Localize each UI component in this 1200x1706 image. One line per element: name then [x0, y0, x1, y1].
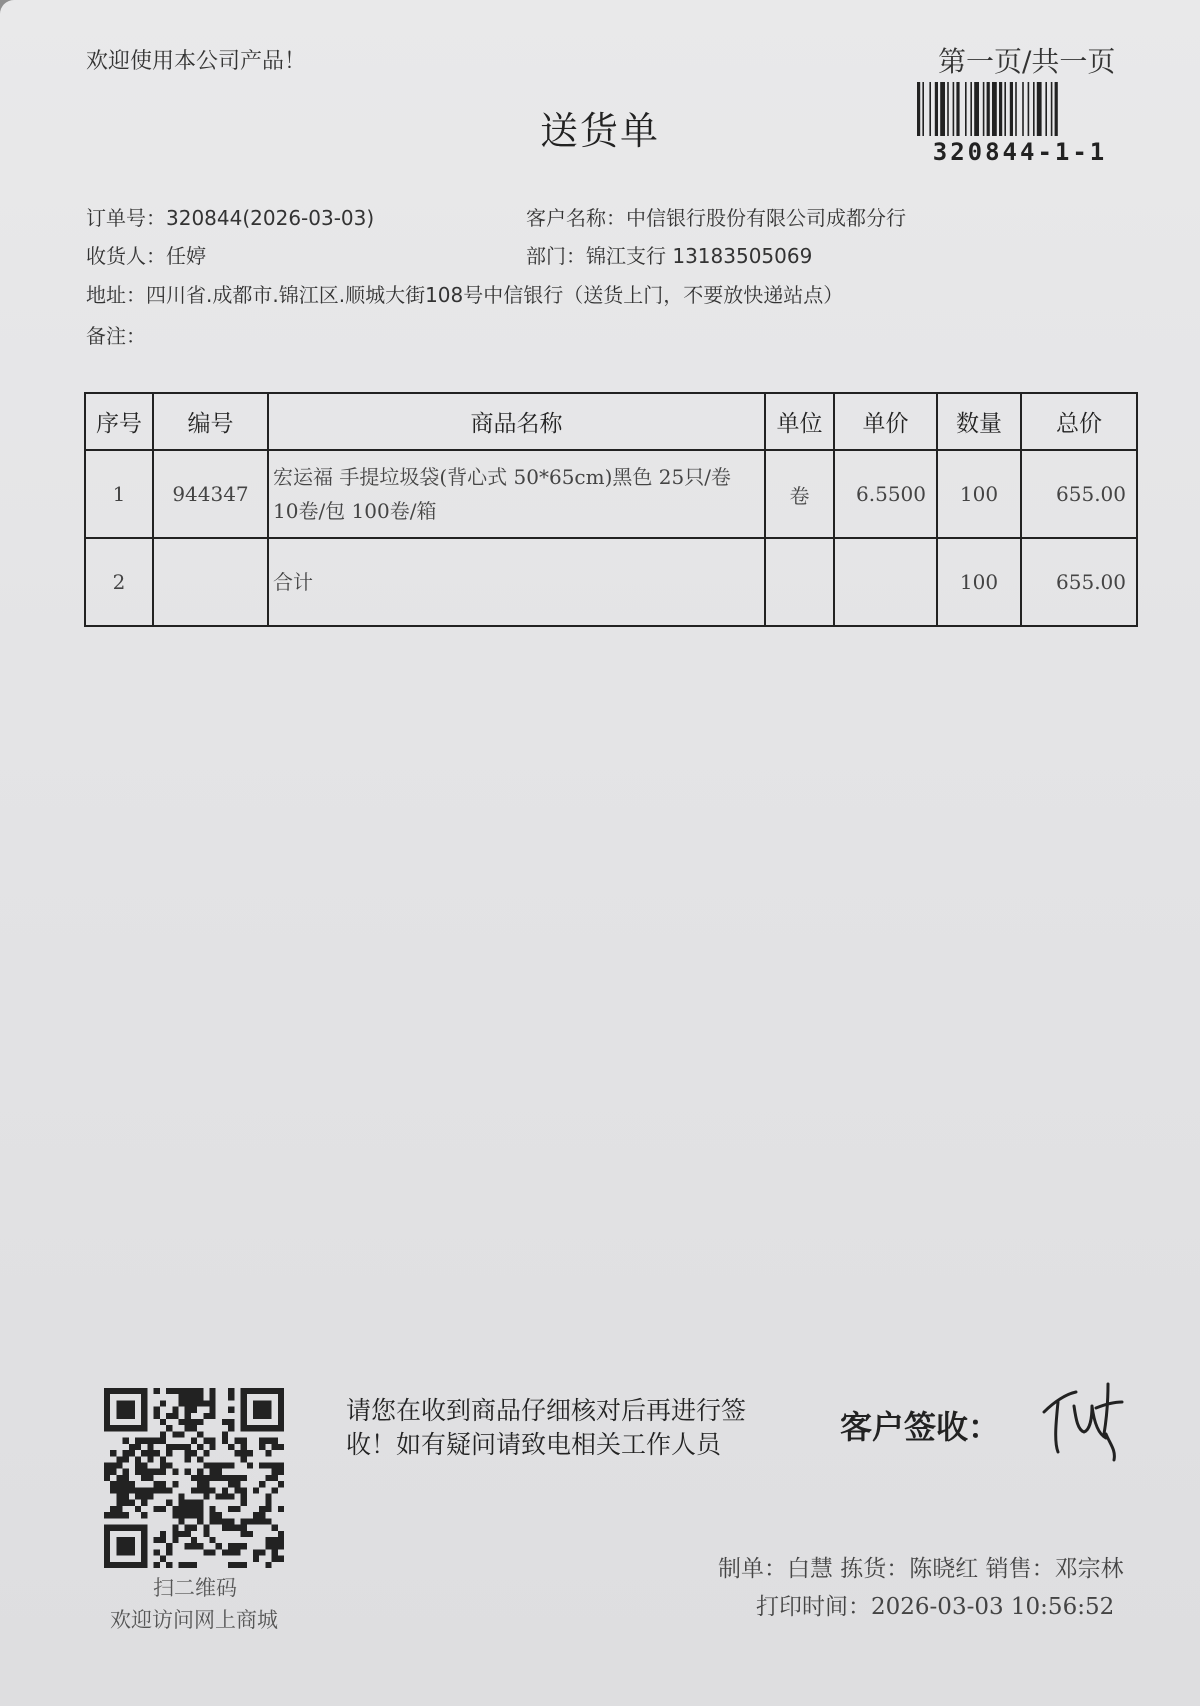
- department-label: 部门：: [526, 244, 586, 268]
- receipt-notice: 请您在收到商品仔细核对后再进行签收！如有疑问请致电相关工作人员: [346, 1396, 747, 1459]
- remark-label: 备注：: [86, 324, 146, 348]
- cell-unit: [765, 538, 834, 626]
- header-unit: 单位: [765, 393, 834, 450]
- receiver-value: 任婷: [166, 244, 206, 268]
- address-label: 地址：: [86, 283, 146, 307]
- table-row: [85, 450, 1137, 538]
- customer-value: 中信银行股份有限公司成都分行: [626, 206, 906, 230]
- cell-total: 655.00: [1021, 538, 1137, 626]
- cell-unit: 卷: [765, 450, 834, 538]
- remark-row: [86, 320, 146, 349]
- qr-code-icon: [104, 1388, 284, 1568]
- page-indicator: 第一页/共一页: [938, 45, 1116, 78]
- header-unit-price: 单价: [834, 393, 937, 450]
- welcome-text: 欢迎使用本公司产品！: [86, 49, 307, 74]
- cell-seq: 2: [85, 538, 153, 626]
- receiver-label: 收货人：: [86, 244, 166, 268]
- cell-product-name: 宏运福 手提垃圾袋(背心式 50*65cm)黑色 25只/卷 10卷/包 100卷/箱: [268, 450, 765, 538]
- qr-caption-scan: 扫二维码: [153, 1576, 237, 1600]
- customer-label: 客户名称：: [526, 206, 626, 230]
- customer-signature-label: 客户签收：: [840, 1408, 1001, 1446]
- barcode-icon: [915, 82, 1125, 136]
- order-number-label: 订单号：: [86, 206, 166, 230]
- cell-code: 944347: [153, 450, 268, 538]
- table-header-row: [85, 393, 1137, 450]
- receiver-row: [86, 240, 206, 269]
- staff-line: 制单：白慧 拣货：陈晓红 销售：邓宗林: [718, 1556, 1124, 1582]
- address-row: [86, 279, 843, 308]
- cell-code: [153, 538, 268, 626]
- cell-quantity: 100: [937, 450, 1021, 538]
- header-seq: 序号: [85, 393, 153, 450]
- cell-total: 655.00: [1021, 450, 1137, 538]
- table-row-summary: [85, 538, 1137, 626]
- cell-seq: 1: [85, 450, 153, 538]
- barcode-number: 320844-1-1: [932, 138, 1108, 166]
- cell-unit-price: [834, 538, 937, 626]
- address-value: 四川省.成都市.锦江区.顺城大街108号中信银行（送货上门，不要放快递站点）: [146, 283, 844, 307]
- order-number-value: 320844(2026-03-03): [166, 206, 375, 230]
- header-product-name: 商品名称: [268, 393, 765, 450]
- cell-product-name: 合计: [268, 538, 765, 626]
- header-quantity: 数量: [937, 393, 1021, 450]
- qr-caption-shop: 欢迎访问网上商城: [110, 1608, 278, 1632]
- cell-unit-price: 6.5500: [834, 450, 937, 538]
- order-number-row: [86, 202, 374, 231]
- department-row: [526, 240, 812, 269]
- customer-row: [526, 202, 906, 231]
- cell-quantity: 100: [937, 538, 1021, 626]
- header-total: 总价: [1021, 393, 1137, 450]
- department-value: 锦江支行 13183505069: [586, 244, 813, 268]
- print-time: 打印时间：2026-03-03 10:56:52: [756, 1594, 1115, 1620]
- items-table: [84, 392, 1138, 627]
- document-title: 送货单: [539, 109, 660, 153]
- signature-icon: [1036, 1372, 1126, 1472]
- header-code: 编号: [153, 393, 268, 450]
